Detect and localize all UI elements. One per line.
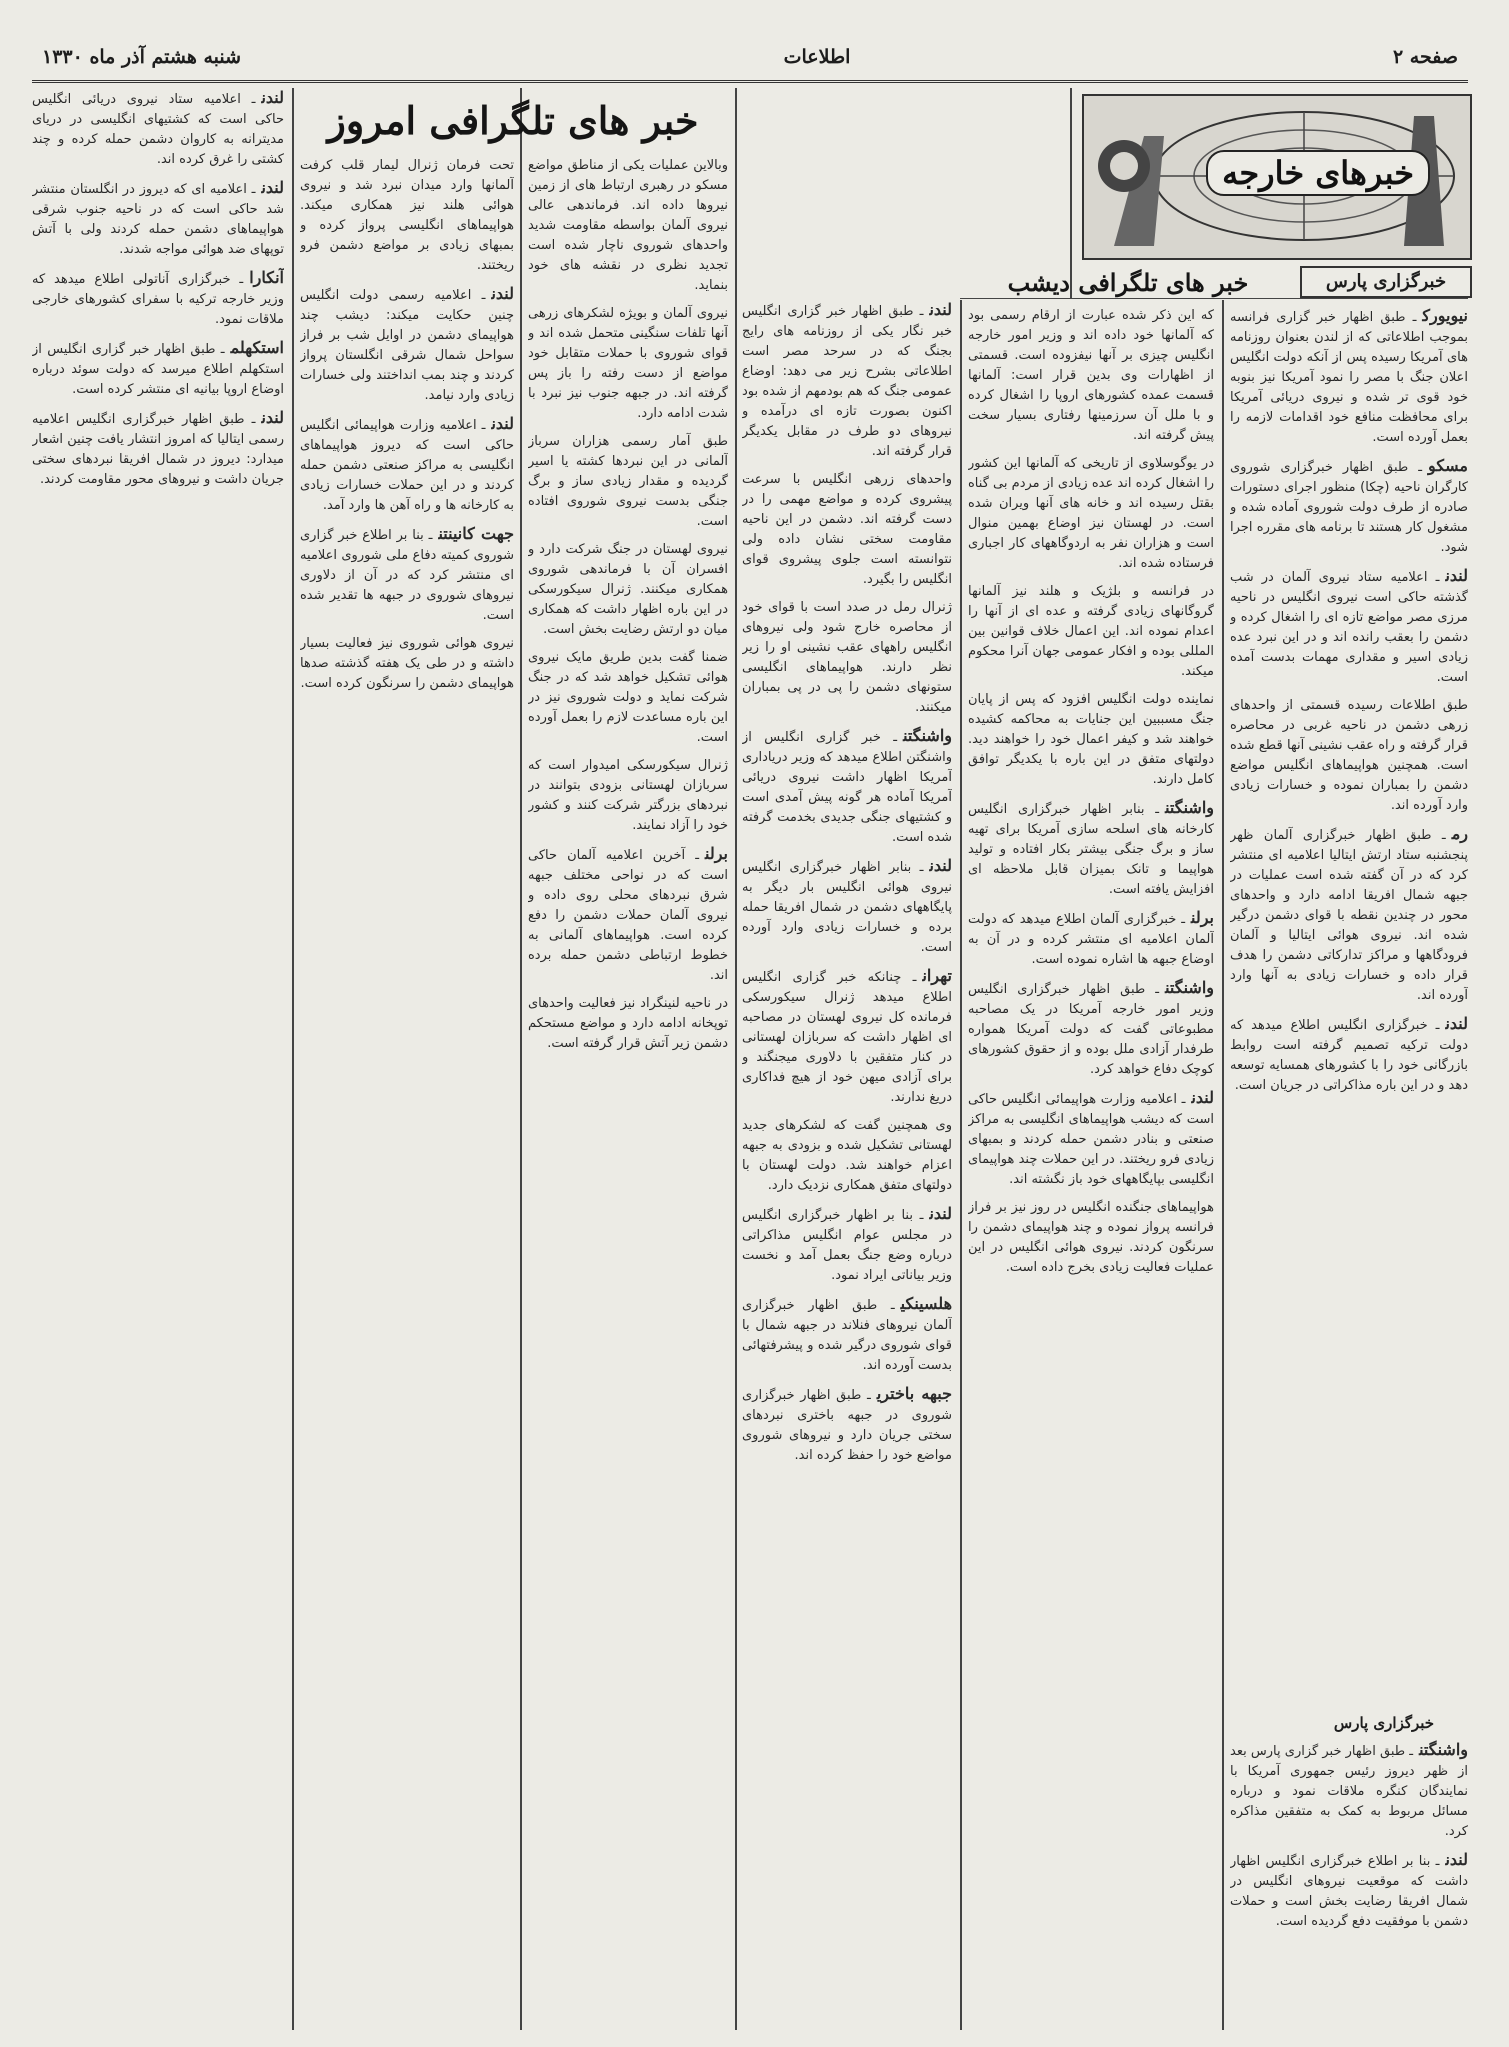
news-text: که این ذکر شده عبارت از ارقام رسمی بود که آلمانها خود داده اند و وزیر امور خارجه انگلیس چیزی بر آنها نیفزوده است. قسمتی از اظهارات وی بدین قرار است: آلمانها قسمت عمده کشورهای اروپا را اشغال کرده و با ملل آن سرزمینها رفتاری بسیار سخت پیش گرفته اند. xyxy=(968,308,1214,443)
news-item xyxy=(1230,1850,1468,1932)
news-item xyxy=(742,470,952,590)
dateline: لندن xyxy=(261,408,284,427)
last-night-headline: خبر های تلگرافی دیشب xyxy=(1007,268,1249,297)
news-text: ـ چنانکه خبر گزاری انگلیس اطلاع میدهد ژنرال سیکورسکی فرمانده کل نیروی لهستان در مصاحبه ای اظهار داشت که سربازان لهستانی در کنار متفقین با دلاوری میجنگند و برای آزادی میهن خود از هیچ فداکاری دریغ ندارند. xyxy=(742,970,952,1105)
news-text: ـ اعلامیه ستاد نیروی آلمان در شب گذشته حاکی است نیروی انگلیس در ناحیه مرزی مصر مواضع تازه ای را اشغال کرده و دشمن را بعقب رانده اند و در این نبرد عده زیادی اسیر و مقداری مهمات بدست آمده است. xyxy=(1230,570,1468,685)
news-text: ـ طبق اظهار خبرگزاری انگلیس اعلامیه رسمی ایتالیا که امروز انتشار یافت چنین اشعار میدارد: دیروز در شمال افریقا نبردهای سختی جریان داشت و نیروهای محور مقاومت کردند. xyxy=(32,412,284,487)
news-text: ـ اعلامیه رسمی دولت انگلیس چنین حکایت میکند: دیشب چند هواپیمای دشمن در اوایل شب بر فراز سواحل شمال شرقی انگلستان پرواز کردند و چند بمب انداختند ولی خسارات زیادی وارد نیامد. xyxy=(300,288,514,403)
news-item xyxy=(32,268,284,330)
news-item xyxy=(528,540,728,640)
news-text: ـ بنا بر اطلاع خبرگزاری انگلیس اظهار داشت که موقعیت نیروهای انگلیس در شمال افریقا رضایت بخش است و حملات دشمن با موفقیت دفع گردیده است. xyxy=(1230,1854,1468,1929)
news-column-5 xyxy=(300,156,514,2030)
dateline: لندن xyxy=(261,88,284,107)
news-item xyxy=(528,844,728,986)
dateline: استکهلم xyxy=(230,338,284,357)
today-headline: خبر های تلگرافی امروز xyxy=(327,98,699,143)
masthead xyxy=(32,34,1468,83)
news-item xyxy=(742,1204,952,1286)
dateline: واشنگتن xyxy=(1419,1740,1468,1759)
dateline: جهت کانینتن xyxy=(438,524,514,543)
news-text: طبق اطلاعات رسیده قسمتی از واحدهای زرهی دشمن در ناحیه غربی در محاصره قرار گرفته و راه عقب نشینی آنها قطع شده است. همچنین هواپیماهای انگلیس مواضع دشمن را بمباران نموده و خسارات زیادی وارد آورده اند. xyxy=(1230,698,1468,813)
news-text: ـ طبق اظهار خبر گزاری پارس بعد از ظهر دیروز رئیس جمهوری آمریکا با نمایندگان کنگره ملاقات نمود و درباره مسائل مربوط به کمک به متفقین مذاکره کرد. xyxy=(1230,1744,1468,1839)
news-item xyxy=(968,690,1214,790)
news-column-3 xyxy=(742,300,952,2030)
news-text: نیروی آلمان و بویژه لشکرهای زرهی آنها تلفات سنگینی متحمل شده اند و قوای شوروی با حملات متقابل خود مواضع از دست رفته را باز پس گرفته اند. در جبهه جنوب نیز نبرد با شدت ادامه دارد. xyxy=(528,306,728,421)
section-rule xyxy=(960,298,1468,299)
news-item xyxy=(300,156,514,276)
dateline: لندن xyxy=(1445,1014,1468,1033)
dateline: لندن xyxy=(929,1204,952,1223)
dateline: جبهه باختری xyxy=(876,1384,952,1403)
dateline: واشنگتن xyxy=(1165,798,1214,817)
dateline: لندن xyxy=(1445,1850,1468,1869)
news-item xyxy=(1230,566,1468,688)
news-item xyxy=(968,306,1214,446)
dateline: مسکو xyxy=(1428,456,1468,475)
news-text: ضمنا گفت بدین طریق مایک نیروی هوائی تشکیل خواهد شد که در جنگ شرکت نماید و دولت شوروی نیز در این باره مساعدت لازم را بعمل آورده است. xyxy=(528,650,728,745)
dateline: لندن xyxy=(929,856,952,875)
news-text: ـ طبق اظهار خبرگزاری شوروی کارگران ناحیه (چکا) منظور اجرای دستورات صادره از طرف دولت شوروی آماده شده و مشغول کار هستند تا برنامه های مقرره اجرا شود. xyxy=(1230,460,1468,555)
news-text: ـ طبق اظهار خبر گزاری انگلیس خبر نگار یکی از روزنامه های رایج بجنگ که در سرحد مصر است اطلاعاتی بشرح زیر می دهد: اوضاع عمومی جنگ که هم بودمهم از شده بود اکنون بصورت تازه ای درآمده و نیروهای دو طرف در مقابل یکدیگر قرار گرفته اند. xyxy=(742,304,952,459)
news-text: در یوگوسلاوی از تاریخی که آلمانها این کشور را اشغال کرده اند عده زیادی از مردم بی گناه بقتل رسیده اند و خانه های آنها ویران شده است. در لهستان نیز اوضاع بهمین منوال است و هزاران نفر به اردوگاههای کار اجباری فرستاده شده اند. xyxy=(968,456,1214,571)
news-text: ـ اعلامیه وزارت هواپیمائی انگلیس حاکی است که دیروز هواپیماهای انگلیسی به مراکز صنعتی دشمن حمله کردند و در این حملات خسارات زیادی به کارخانه ها و راه آهن ها وارد آمد. xyxy=(300,418,514,513)
banner-title: خبرهای خارجه xyxy=(1206,150,1430,196)
dateline: واشنگتن xyxy=(903,726,952,745)
news-item xyxy=(968,978,1214,1080)
news-item xyxy=(742,856,952,958)
dateline: برلن xyxy=(705,844,728,863)
news-item xyxy=(968,454,1214,574)
news-item xyxy=(528,648,728,748)
news-text: وی همچنین گفت که لشکرهای جدید لهستانی تشکیل شده و بزودی به جبهه اعزام خواهند شد. دولت لهستان با دولتهای متفق همکاری نزدیک دارد. xyxy=(742,1118,952,1193)
foreign-news-banner xyxy=(1082,94,1472,260)
dateline: لندن xyxy=(1191,1088,1214,1107)
news-item xyxy=(742,1116,952,1196)
column-rule xyxy=(735,88,737,2030)
news-item xyxy=(968,582,1214,682)
news-item xyxy=(32,178,284,260)
news-column-1b xyxy=(1230,1740,1468,2030)
news-item xyxy=(1230,1014,1468,1096)
news-text: ـ بنابر اظهار خبرگزاری انگلیس نیروی هوائی انگلیس بار دیگر به پایگاههای دشمن در شمال افریقا حمله برده و خسارات زیادی وارد آورده است. xyxy=(742,860,952,955)
news-item xyxy=(742,966,952,1108)
news-item xyxy=(1230,1740,1468,1842)
news-text: نماینده دولت انگلیس افزود که پس از پایان جنگ مسببین این جنایات به محاکمه کشیده خواهند شد و کیفر اعمال خود را خواهند دید. دولتهای متفق در این باره با یکدیگر توافق کامل دارند. xyxy=(968,692,1214,787)
dateline: هلسینکی xyxy=(900,1294,952,1313)
news-text: در فرانسه و بلژیک و هلند نیز آلمانها گروگانهای زیادی گرفته و عده ای از آنها را اعدام نموده اند. این اعمال خلاف قوانین بین المللی بوده و افکار عمومی جهان آنرا محکوم میکند. xyxy=(968,584,1214,679)
news-text: ـ خبرگزاری آناتولی اطلاع میدهد که وزیر خارجه ترکیه با سفرای کشورهای خارجی ملاقات نمود. xyxy=(32,272,284,327)
news-text: ـ آخرین اعلامیه آلمان حاکی است که در نواحی مختلف جبهه شرق نبردهای محلی روی داده و نیروی آلمان حملات دشمن را دفع کرده است. هواپیماهای آلمانی به خطوط ارتباطی دشمن حمله برده اند. xyxy=(528,848,728,983)
dateline: نیویورک xyxy=(1422,306,1468,325)
news-text: واحدهای زرهی انگلیس با سرعت پیشروی کرده و مواضع مهمی را در دست گرفته اند. دشمن در این ناحیه مقاومت سختی نشان داده ولی نتوانسته است جلوی پیشروی قوای انگلیس را بگیرد. xyxy=(742,472,952,587)
news-item xyxy=(742,1384,952,1466)
column-rule xyxy=(1222,300,1224,2030)
dateline: واشنگتن xyxy=(1165,978,1214,997)
issue-date: شنبه هشتم آذر ماه ۱۳۳۰ xyxy=(42,46,242,68)
news-text: ژنرال سیکورسکی امیدوار است که سربازان لهستانی بزودی بتوانند در نبردهای بزرگتر شرکت کنند و کشور خود را آزاد نمایند. xyxy=(528,758,728,833)
news-text: ـ طبق اظهار خبرگزاری آلمان ظهر پنجشنبه ستاد ارتش ایتالیا اعلامیه ای منتشر کرد که در آن گفته شده است عملیات در جبهه شمال افریقا ادامه دارد و واحدهای محور در چندین نقطه با قوای دشمن درگیر شده اند. نیروی هوائی ایتالیا و آلمان فرودگاهها و مراکز تدارکاتی دشمن را هدف قرار داده و خسارات زیادی به آنها وارد آورده اند. xyxy=(1230,828,1468,1003)
news-item xyxy=(968,1088,1214,1190)
news-item xyxy=(528,304,728,424)
column-rule xyxy=(292,88,294,2030)
column-rule xyxy=(1070,88,1072,298)
news-item xyxy=(32,88,284,170)
news-item xyxy=(968,798,1214,900)
news-item xyxy=(528,156,728,296)
news-item xyxy=(742,1294,952,1376)
dateline: لندن xyxy=(929,300,952,319)
news-text: نیروی هوائی شوروی نیز فعالیت بسیار داشته و در طی یک هفته گذشته صدها هواپیمای دشمن را سرنگون کرده است. xyxy=(300,636,514,691)
news-text: ـ بنا بر اطلاع خبر گزاری شوروی کمیته دفاع ملی شوروی اعلامیه ای منتشر کرد که در آن از دلاوری نیروهای شوروی در جبهه ها تقدیر شده است. xyxy=(300,528,514,623)
dateline: تهران xyxy=(922,966,952,985)
dateline: لندن xyxy=(261,178,284,197)
news-text: در ناحیه لنینگراد نیز فعالیت واحدهای توپخانه ادامه دارد و مواضع مستحکم دشمن زیر آتش قرار گرفته است. xyxy=(528,996,728,1051)
news-text: ـ اعلامیه وزارت هواپیمائی انگلیس حاکی است که دیشب هواپیماهای انگلیسی به مراکز صنعتی و بنادر دشمن حمله کردند و بمبهای زیادی فرو ریختند. در این حملات چند هواپیمای انگلیسی بپایگاههای خود باز نگشته اند. xyxy=(968,1092,1214,1187)
pars-agency-label-2: خبرگزاری پارس xyxy=(1333,1714,1435,1732)
news-text: ـ بنابر اظهار خبرگزاری انگلیس کارخانه های اسلحه سازی آمریکا برای تهیه ساز و برگ جنگی بیشتر بکار افتاده و تولید هواپیما و تانک بمیزان قابل ملاحظه ای افزایش یافته است. xyxy=(968,802,1214,897)
news-text: ـ طبق اظهار خبر گزاری فرانسه بموجب اطلاعاتی که از لندن بعنوان روزنامه های آمریکا رسیده پس از آنکه دولت انگلیس اعلان جنگ با مصر را نمود آمریکا نیز بنوبه خود قوی تر شده و نیروی دریائی آمریکا برای محافظت منافع خود اقدامات لازمه را بعمل آورده است. xyxy=(1230,310,1468,445)
news-text: طبق آمار رسمی هزاران سرباز آلمانی در این نبردها کشته یا اسیر گردیده و مقدار زیادی ساز و برگ جنگی بدست نیروی شوروی افتاده است. xyxy=(528,434,728,529)
news-item xyxy=(300,284,514,406)
news-text: ـ اعلامیه ای که دیروز در انگلستان منتشر شد حاکی است که در ناحیه جنوب شرقی هواپیماهای دشمن حمله کردند ولی با آتش توپهای ضد هوائی مواجه شدند. xyxy=(32,182,284,257)
news-text: ـ طبق اظهار خبرگزاری شوروی در جبهه باختری نبردهای سختی جریان دارد و نیروهای شوروی مواضع خود را حفظ کرده اند. xyxy=(742,1388,952,1463)
news-item xyxy=(1230,696,1468,816)
news-text: ـ خبر گزاری انگلیس از واشنگتن اطلاع میدهد که وزیر دریاداری آمریکا اظهار داشت نیروی دریائی آمریکا آماده هر گونه پیش آمدی است و کشتیهای جنگی جدیدی بخدمت گرفته شده است. xyxy=(742,730,952,845)
news-text: ـ بنا بر اظهار خبرگزاری انگلیس در مجلس عوام انگلیس مذاکراتی درباره وضع جنگ بعمل آمد و نخست وزیر بیاناتی ایراد نمود. xyxy=(742,1208,952,1283)
news-text: ـ خبرگزاری آلمان اطلاع میدهد که دولت آلمان اعلامیه ای منتشر کرده و در آن به اوضاع جبهه ها اشاره نموده است. xyxy=(968,912,1214,967)
dateline: لندن xyxy=(491,284,514,303)
dateline: رم xyxy=(1451,824,1468,843)
pars-agency-label: خبرگزاری پارس xyxy=(1300,266,1472,298)
dateline: لندن xyxy=(491,414,514,433)
news-text: ـ خبرگزاری انگلیس اطلاع میدهد که دولت ترکیه تصمیم گرفته است روابط بازرگانی خود را با کشورهای همسایه توسعه دهد و در این باره مذاکراتی در جریان است. xyxy=(1230,1018,1468,1093)
news-item xyxy=(1230,456,1468,558)
news-item xyxy=(968,908,1214,970)
news-item xyxy=(300,524,514,626)
dateline: لندن xyxy=(1445,566,1468,585)
news-item xyxy=(300,634,514,694)
news-text: ـ طبق اظهار خبرگزاری آلمان نیروهای فنلاند در جبهه شمال با قوای شوروی درگیر شده و پیشرفتهائی بدست آورده اند. xyxy=(742,1298,952,1373)
news-column-1 xyxy=(1230,306,1468,1702)
news-item xyxy=(32,338,284,400)
dateline: برلن xyxy=(1191,908,1214,927)
news-text: وبالاین عملیات یکی از مناطق مواضع مسکو در رهبری ارتباط های از زمین نیروها داده اند. فرماندهی عالی نیروی آلمان بواسطه مقاومت شدید واحدهای شوروی ناچار شده است تجدید نظری در نقشه های خود بنماید. xyxy=(528,158,728,293)
news-item xyxy=(300,414,514,516)
news-item xyxy=(742,300,952,462)
news-item xyxy=(32,408,284,490)
dateline: آنکارا xyxy=(249,268,284,287)
news-item xyxy=(968,1198,1214,1278)
news-item xyxy=(742,726,952,848)
paper-name: اطلاعات xyxy=(783,46,851,68)
news-item xyxy=(1230,306,1468,448)
news-item xyxy=(528,756,728,836)
news-text: ـ طبق اظهار خبرگزاری انگلیس وزیر امور خارجه آمریکا در یک مصاحبه مطبوعاتی گفت که دولت آمریکا همواره طرفدار آزادی ملل بوده و از حقوق کشورهای کوچک دفاع خواهد کرد. xyxy=(968,982,1214,1077)
news-text: تحت فرمان ژنرال لیمار قلب کرفت آلمانها وارد میدان نبرد شد و نیروی هوائی هلند نیز همکاری میکند. هواپیماهای انگلیسی پرواز کرده و بمبهای زیادی بر مواضع دشمن فرو ریختند. xyxy=(300,158,514,273)
news-text: نیروی لهستان در جنگ شرکت دارد و افسران آن با فرماندهی شوروی همکاری میکنند. ژنرال سیکورسکی در این باره اظهار داشت که همکاری میان دو ارتش رضایت بخش است. xyxy=(528,542,728,637)
page-number: صفحه ۲ xyxy=(1392,46,1458,68)
column-rule xyxy=(960,300,962,2030)
news-column-2 xyxy=(968,306,1214,2030)
news-text: ژنرال رمل در صدد است با قوای خود از محاصره خارج شود ولی نیروهای انگلیس راههای عقب نشینی او را زیر نظر دارند. هواپیماهای انگلیسی ستونهای دشمن را پی در پی بمباران میکنند. xyxy=(742,600,952,715)
column-rule xyxy=(520,88,522,2030)
news-item xyxy=(528,994,728,1054)
news-column-4 xyxy=(528,156,728,2030)
news-item xyxy=(742,598,952,718)
news-text: ـ طبق اظهار خبر گزاری انگلیس از استکهلم اطلاع میرسد که دولت سوئد درباره اوضاع اروپا بیانیه ای منتشر کرده است. xyxy=(32,342,284,397)
news-item xyxy=(1230,824,1468,1006)
news-text: هواپیماهای جنگنده انگلیس در روز نیز بر فراز فرانسه پرواز نموده و چند هواپیمای دشمن را سرنگون کردند. نیروی هوائی انگلیس در این عملیات فعالیت زیادی بخرج داده است. xyxy=(968,1200,1214,1275)
news-column-6 xyxy=(32,88,284,2030)
news-item xyxy=(528,432,728,532)
news-text: ـ اعلامیه ستاد نیروی دریائی انگلیس حاکی است که کشتیهای انگلیسی در دریای مدیترانه به کاروان دشمن حمله کرده و چند کشتی را غرق کرده اند. xyxy=(32,92,284,167)
